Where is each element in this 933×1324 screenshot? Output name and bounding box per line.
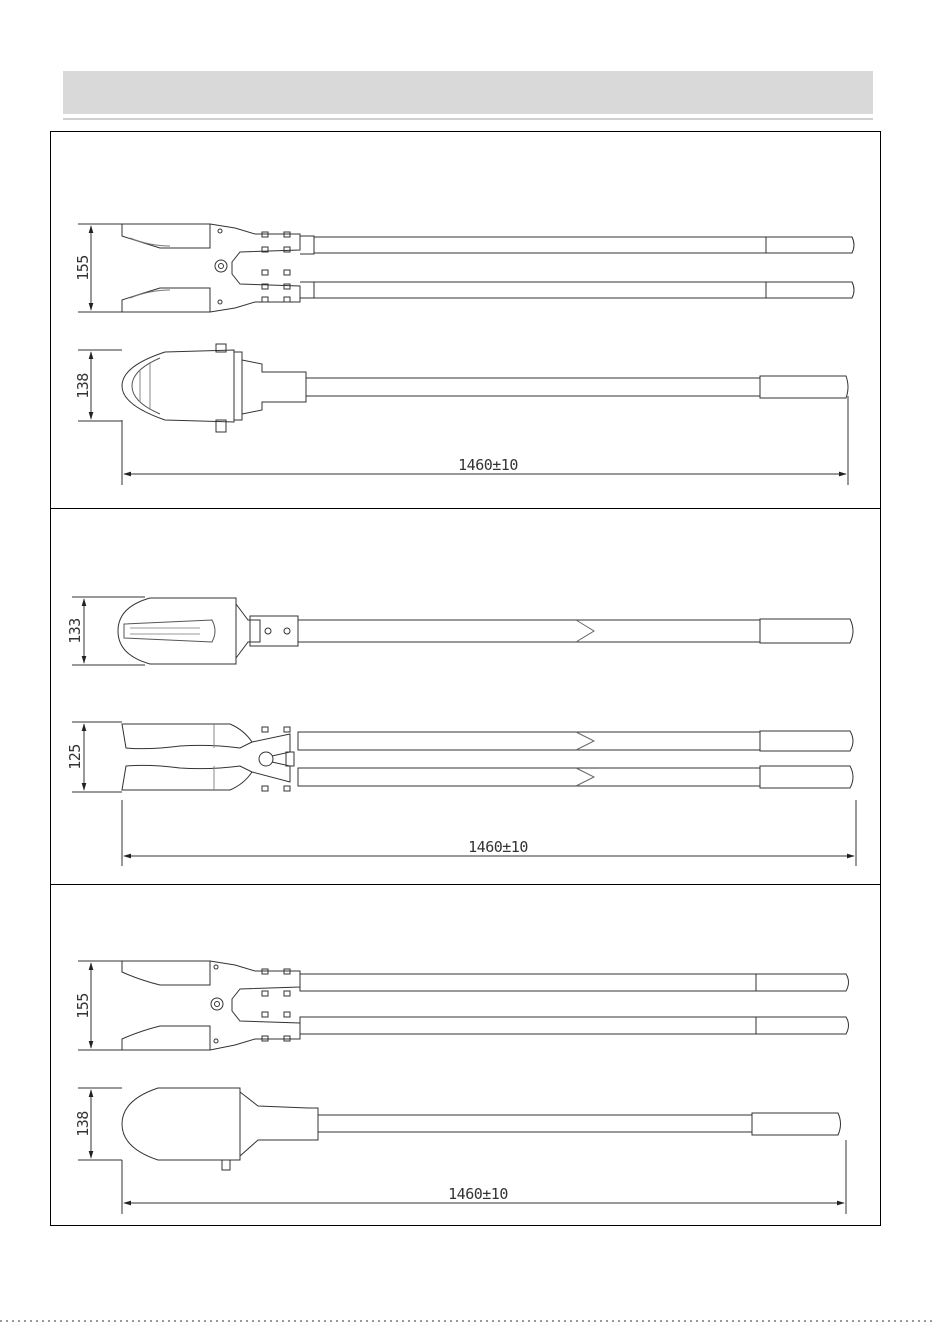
digger-double-handle-2 — [78, 961, 849, 1050]
length-dimension-2 — [122, 800, 856, 866]
footer-strip — [0, 1320, 933, 1322]
dim-133-panel2: 133 — [66, 618, 84, 644]
dim-length-panel3: 1460±10 — [448, 1185, 508, 1203]
spade-top-view — [72, 597, 853, 665]
dim-138-panel1: 138 — [74, 373, 92, 399]
dim-138-panel3: 138 — [74, 1111, 92, 1137]
dim-length-panel2: 1460±10 — [468, 838, 528, 856]
dim-length-panel1: 1460±10 — [458, 456, 518, 474]
digger-double-handle-1 — [78, 224, 854, 312]
dim-155-panel1: 155 — [74, 255, 92, 281]
dim-155-panel3: 155 — [74, 993, 92, 1019]
digger-scoop-side-2 — [78, 1088, 841, 1170]
digger-scoop-side-1 — [78, 344, 848, 432]
dim-125-panel2: 125 — [66, 744, 84, 770]
clamshell-digger — [72, 722, 853, 792]
